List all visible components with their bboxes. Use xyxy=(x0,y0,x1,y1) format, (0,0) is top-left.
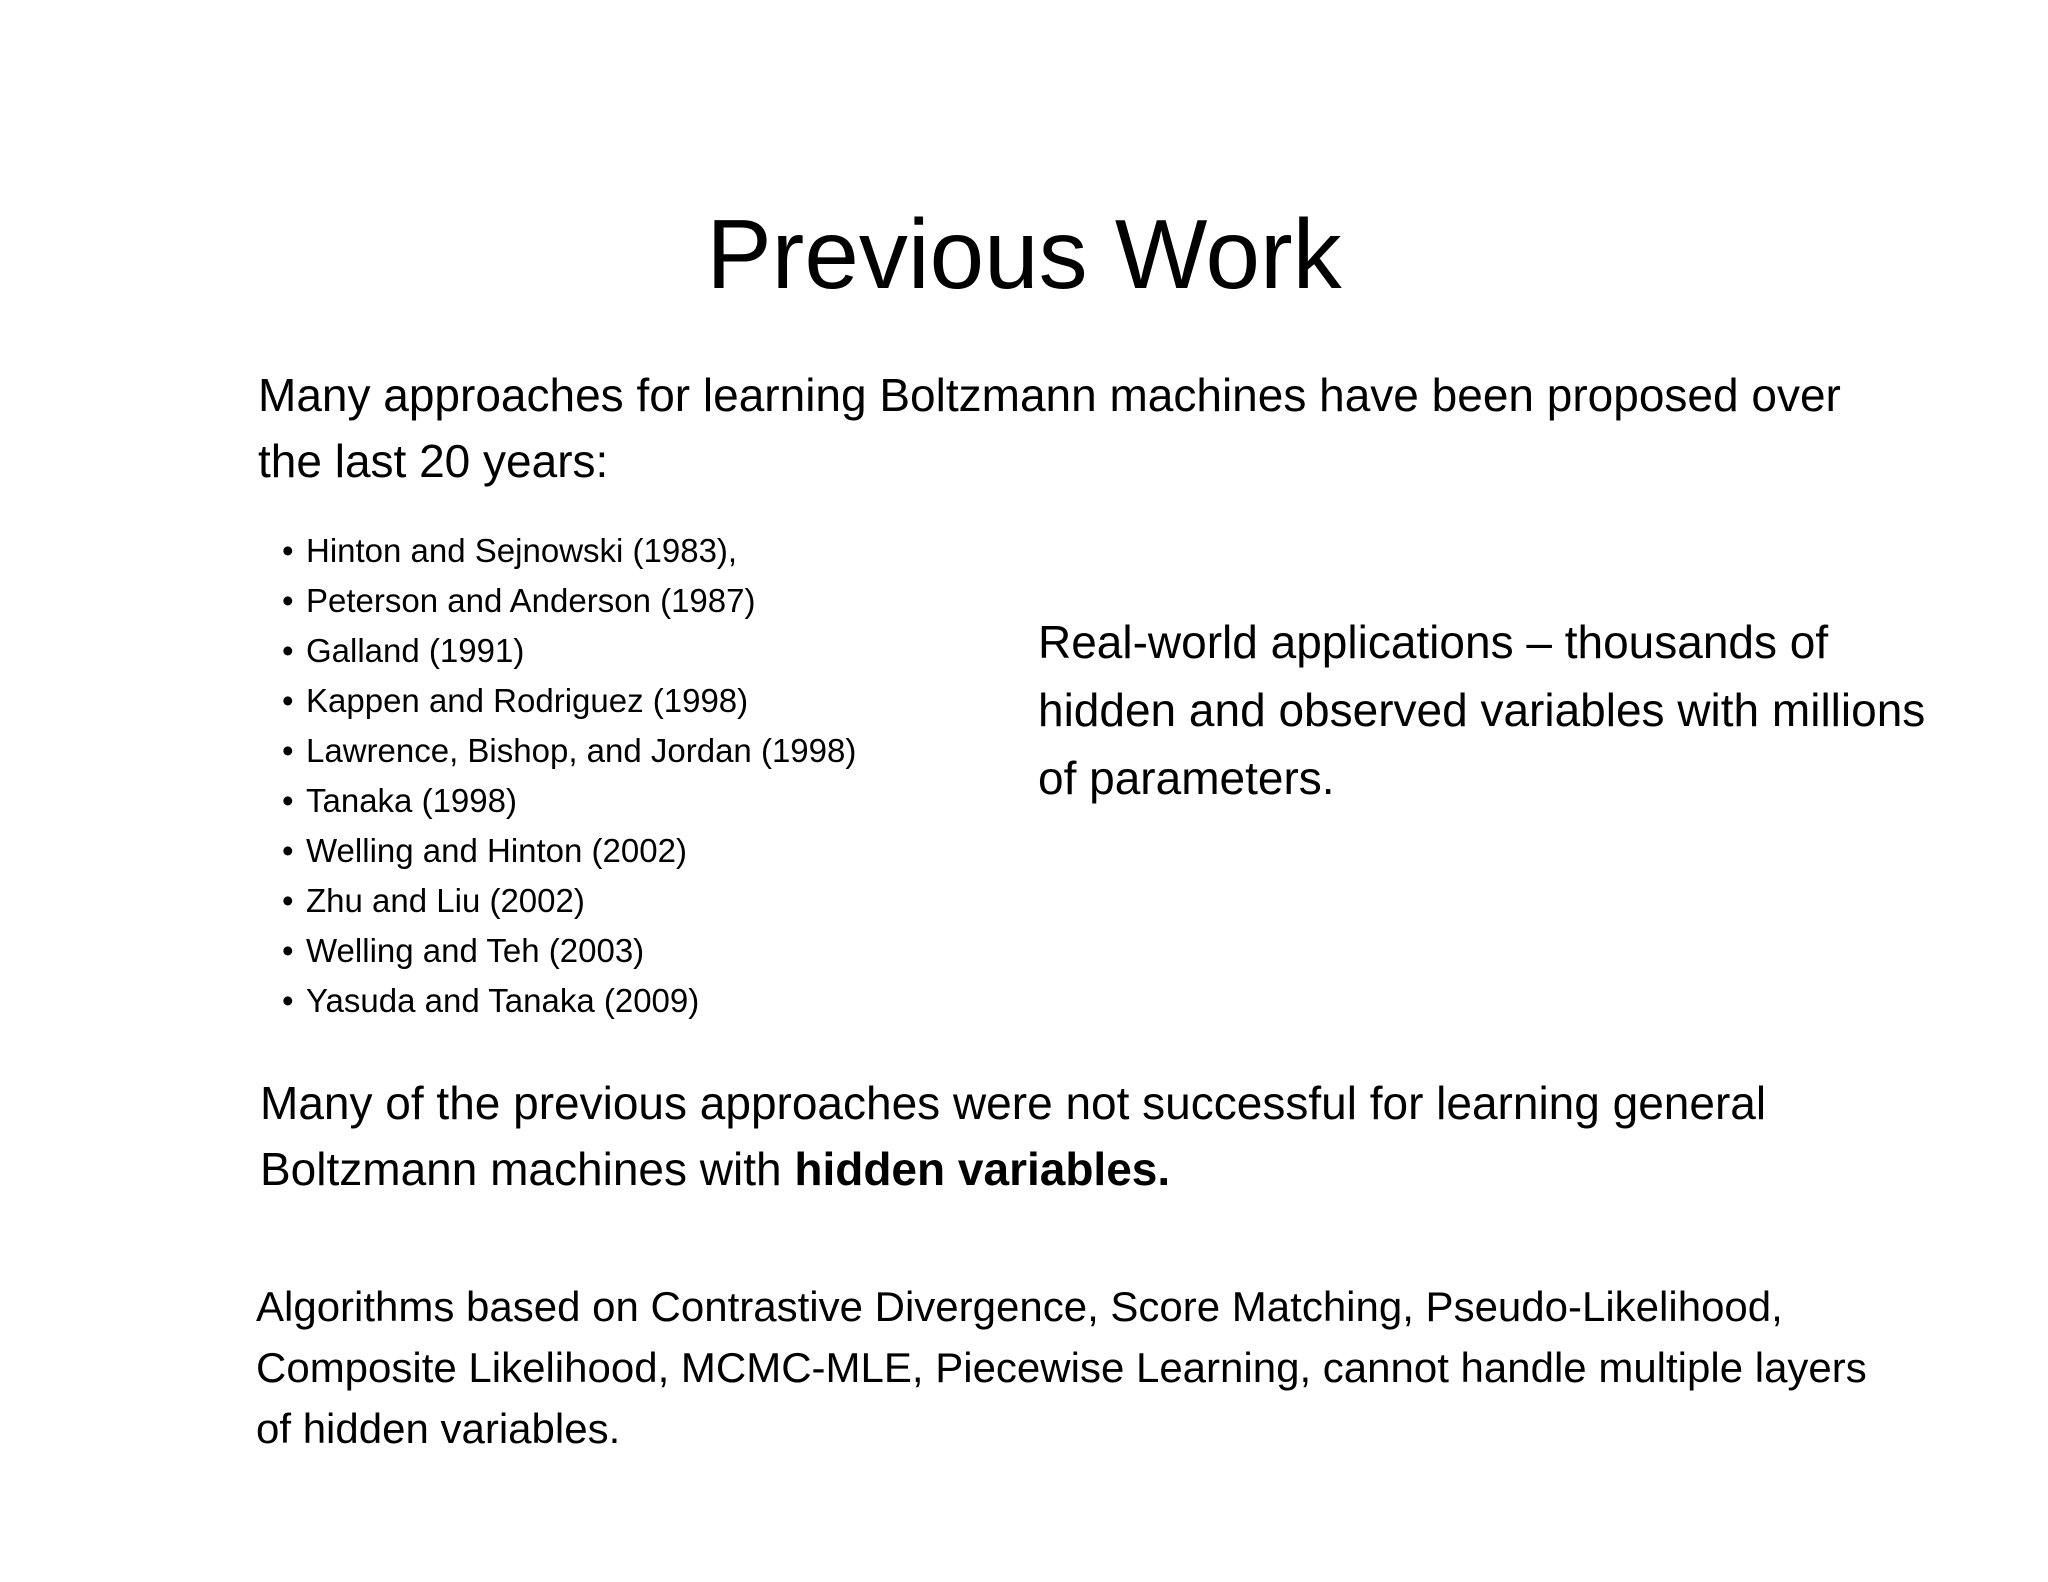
list-item xyxy=(282,776,1042,826)
conclusion-prefix: Many of the previous approaches were not successful for learning general Boltzmann machines with xyxy=(260,1077,1767,1195)
list-item xyxy=(282,576,1042,626)
bullet-icon: • xyxy=(282,982,294,1019)
algorithms-text: Algorithms based on Contrastive Divergence, Score Matching, Pseudo-Likelihood, Composite Likelihood, MCMC-MLE, Piecewise Learning, cannot handle multiple layers of hidden variables. xyxy=(256,1283,1867,1452)
list-item xyxy=(282,676,1042,726)
reference-text: Lawrence, Bishop, and Jordan (1998) xyxy=(306,732,857,769)
real-world-note: Real-world applications – thousands of hidden and observed variables with millions of parameters. xyxy=(1038,616,1926,804)
bullet-icon: • xyxy=(282,932,294,969)
list-item xyxy=(282,626,1042,676)
reference-text: Galland (1991) xyxy=(306,632,525,669)
reference-text: Welling and Hinton (2002) xyxy=(306,832,687,869)
bullet-icon: • xyxy=(282,832,294,869)
reference-text: Welling and Teh (2003) xyxy=(306,932,645,969)
bullet-icon: • xyxy=(282,532,294,569)
reference-text: Yasuda and Tanaka (2009) xyxy=(306,982,700,1019)
bullet-icon: • xyxy=(282,632,294,669)
list-item xyxy=(282,826,1042,876)
reference-text: Kappen and Rodriguez (1998) xyxy=(306,682,749,719)
list-item xyxy=(282,876,1042,926)
bullet-icon: • xyxy=(282,882,294,919)
reference-text: Hinton and Sejnowski (1983), xyxy=(306,532,738,569)
list-item xyxy=(282,726,1042,776)
bullet-icon: • xyxy=(282,682,294,719)
list-item xyxy=(282,526,1042,576)
slide-title: Previous Work xyxy=(706,199,1342,309)
conclusion-text xyxy=(260,1070,1860,1202)
reference-text: Tanaka (1998) xyxy=(306,782,517,819)
intro-text: Many approaches for learning Boltzmann machines have been proposed over the last 20 years: xyxy=(258,369,1841,487)
reference-text: Zhu and Liu (2002) xyxy=(306,882,585,919)
list-item xyxy=(282,926,1042,976)
conclusion-emphasis: hidden variables. xyxy=(794,1143,1171,1195)
bullet-icon: • xyxy=(282,732,294,769)
reference-list xyxy=(282,526,1042,1026)
reference-text: Peterson and Anderson (1987) xyxy=(306,582,756,619)
bullet-icon: • xyxy=(282,782,294,819)
bullet-icon: • xyxy=(282,582,294,619)
list-item xyxy=(282,976,1042,1026)
